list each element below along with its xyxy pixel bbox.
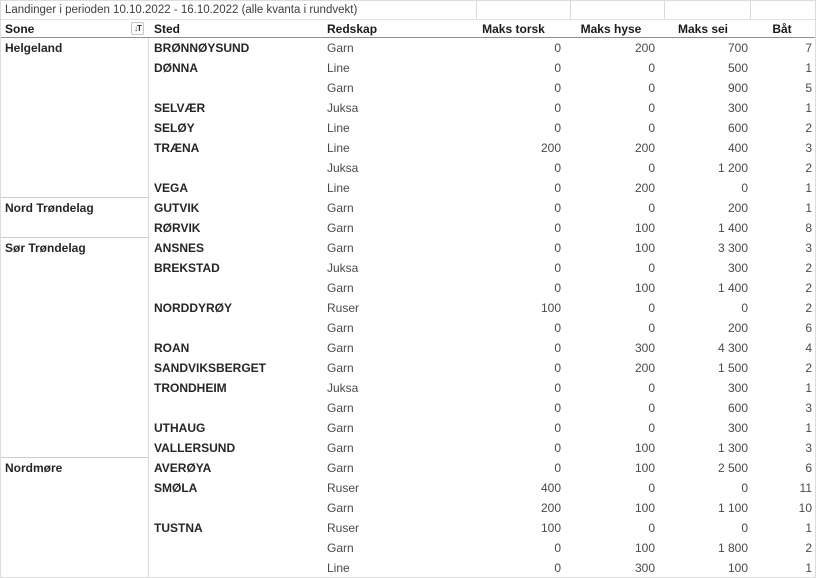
cell-sted[interactable]: DØNNA <box>154 61 198 75</box>
cell-maks_sei: 0 <box>741 521 748 535</box>
cell-bat: 8 <box>805 221 812 235</box>
cell-maks_torsk: 0 <box>554 81 561 95</box>
sort-indicator-icon[interactable]: ↓T <box>131 22 144 35</box>
cell-maks_torsk: 100 <box>540 521 561 535</box>
cell-redskap[interactable]: Ruser <box>327 301 360 315</box>
cell-bat: 1 <box>805 181 812 195</box>
cell-maks_torsk: 0 <box>554 561 561 575</box>
cell-maks_sei: 1 800 <box>717 541 748 555</box>
column-header-maks-sei[interactable]: Maks sei <box>677 21 729 36</box>
cell-maks_hyse: 0 <box>648 521 655 535</box>
column-header-maks-hyse[interactable]: Maks hyse <box>580 21 642 36</box>
cell-redskap[interactable]: Garn <box>327 421 354 435</box>
table-row <box>149 558 815 578</box>
cell-redskap[interactable]: Garn <box>327 341 354 355</box>
table-row <box>149 118 815 138</box>
cell-maks_sei: 100 <box>727 561 748 575</box>
table-row <box>149 498 815 518</box>
cell-sted[interactable] <box>149 318 327 338</box>
cell-sted[interactable]: UTHAUG <box>154 421 206 435</box>
cell-sted[interactable] <box>149 398 327 418</box>
cell-sted[interactable]: SELVÆR <box>154 101 206 115</box>
table-row <box>149 458 815 478</box>
column-header-sone-label: Sone <box>5 21 35 36</box>
cell-maks_torsk: 400 <box>540 481 561 495</box>
cell-maks_sei: 1 400 <box>717 281 748 295</box>
cell-redskap[interactable]: Ruser <box>327 481 360 495</box>
cell-bat: 2 <box>805 301 812 315</box>
table-row <box>149 58 815 78</box>
cell-bat: 3 <box>805 141 812 155</box>
table-row <box>149 338 815 358</box>
cell-maks_sei: 1 200 <box>717 161 748 175</box>
cell-maks_hyse: 0 <box>648 121 655 135</box>
cell-sted[interactable]: NORDDYRØY <box>154 301 233 315</box>
cell-bat: 3 <box>805 241 812 255</box>
table-row <box>149 158 815 178</box>
cell-redskap[interactable]: Garn <box>327 41 354 55</box>
cell-maks_torsk: 0 <box>554 541 561 555</box>
column-header-maks-torsk[interactable]: Maks torsk <box>482 21 545 36</box>
cell-maks_sei: 400 <box>727 141 748 155</box>
column-header-row <box>1 20 815 38</box>
cell-maks_hyse: 0 <box>648 261 655 275</box>
table-row <box>149 318 815 338</box>
cell-maks_hyse: 0 <box>648 81 655 95</box>
cell-maks_torsk: 0 <box>554 181 561 195</box>
cell-sted[interactable]: BRØNNØYSUND <box>154 41 250 55</box>
cell-maks_hyse: 300 <box>634 561 655 575</box>
column-header-sone[interactable] <box>1 22 149 36</box>
table-row <box>149 238 815 258</box>
cell-maks_torsk: 0 <box>554 321 561 335</box>
cell-maks_hyse: 200 <box>634 361 655 375</box>
sone-cell[interactable]: Nordmøre <box>5 461 63 475</box>
table-body <box>1 38 815 578</box>
cell-sted[interactable]: TRÆNA <box>154 141 200 155</box>
cell-maks_hyse: 0 <box>648 381 655 395</box>
column-header-redskap[interactable]: Redskap <box>327 21 378 36</box>
cell-maks_hyse: 100 <box>634 501 655 515</box>
table-row <box>149 378 815 398</box>
cell-redskap[interactable]: Garn <box>327 221 354 235</box>
cell-bat: 7 <box>805 41 812 55</box>
cell-bat: 1 <box>805 521 812 535</box>
cell-maks_hyse: 100 <box>634 541 655 555</box>
cell-maks_hyse: 200 <box>634 141 655 155</box>
cell-redskap[interactable]: Juksa <box>327 101 359 115</box>
cell-maks_sei: 300 <box>727 261 748 275</box>
cell-redskap[interactable]: Garn <box>327 201 354 215</box>
cell-sted[interactable] <box>149 498 327 518</box>
column-header-bat[interactable]: Båt <box>772 21 792 36</box>
rows-column <box>149 38 815 578</box>
cell-maks_sei: 200 <box>727 321 748 335</box>
table-row <box>149 258 815 278</box>
cell-sted[interactable]: VALLERSUND <box>154 441 236 455</box>
table-row <box>149 218 815 238</box>
cell-bat: 3 <box>805 441 812 455</box>
table-row <box>149 538 815 558</box>
cell-maks_torsk: 0 <box>554 361 561 375</box>
cell-maks_sei: 3 300 <box>717 241 748 255</box>
cell-maks_torsk: 0 <box>554 241 561 255</box>
cell-maks_hyse: 0 <box>648 301 655 315</box>
cell-bat: 1 <box>805 201 812 215</box>
cell-maks_sei: 0 <box>741 301 748 315</box>
table-title: Landinger i perioden 10.10.2022 - 16.10.2022 (alle kvanta i rundvekt) <box>5 4 358 16</box>
cell-redskap[interactable]: Juksa <box>327 261 359 275</box>
cell-maks_hyse: 300 <box>634 341 655 355</box>
table-row <box>149 138 815 158</box>
cell-sted[interactable]: AVERØYA <box>154 461 212 475</box>
cell-bat: 6 <box>805 321 812 335</box>
cell-maks_torsk: 0 <box>554 341 561 355</box>
table-row <box>149 198 815 218</box>
cell-maks_hyse: 100 <box>634 241 655 255</box>
table-row <box>149 38 815 58</box>
cell-maks_torsk: 0 <box>554 101 561 115</box>
cell-maks_hyse: 100 <box>634 221 655 235</box>
cell-maks_hyse: 100 <box>634 461 655 475</box>
cell-maks_sei: 2 500 <box>717 461 748 475</box>
cell-redskap[interactable]: Garn <box>327 81 354 95</box>
cell-maks_sei: 600 <box>727 121 748 135</box>
cell-maks_sei: 300 <box>727 381 748 395</box>
cell-sted[interactable]: SMØLA <box>154 481 198 495</box>
cell-bat: 6 <box>805 461 812 475</box>
cell-maks_sei: 700 <box>727 41 748 55</box>
table-row <box>149 98 815 118</box>
cell-maks_torsk: 0 <box>554 401 561 415</box>
table-title-row <box>1 1 815 20</box>
cell-maks_sei: 300 <box>727 101 748 115</box>
cell-maks_torsk: 0 <box>554 441 561 455</box>
cell-maks_hyse: 200 <box>634 181 655 195</box>
cell-maks_hyse: 0 <box>648 201 655 215</box>
cell-bat: 2 <box>805 161 812 175</box>
cell-maks_sei: 900 <box>727 81 748 95</box>
cell-maks_torsk: 0 <box>554 41 561 55</box>
cell-redskap[interactable]: Garn <box>327 321 354 335</box>
cell-sted[interactable] <box>149 158 327 178</box>
cell-redskap[interactable]: Line <box>327 61 350 75</box>
table-row <box>149 358 815 378</box>
cell-redskap[interactable]: Line <box>327 141 350 155</box>
cell-bat: 1 <box>805 381 812 395</box>
cell-sted[interactable]: RØRVIK <box>154 221 201 235</box>
cell-maks_torsk: 0 <box>554 221 561 235</box>
cell-maks_torsk: 0 <box>554 261 561 275</box>
title-spacer-cell <box>750 1 815 19</box>
cell-redskap[interactable]: Garn <box>327 441 354 455</box>
cell-bat: 2 <box>805 121 812 135</box>
cell-maks_hyse: 0 <box>648 321 655 335</box>
cell-bat: 2 <box>805 541 812 555</box>
cell-maks_hyse: 200 <box>634 41 655 55</box>
cell-bat: 2 <box>805 261 812 275</box>
cell-redskap[interactable]: Line <box>327 121 350 135</box>
cell-bat: 1 <box>805 61 812 75</box>
cell-redskap[interactable]: Juksa <box>327 381 359 395</box>
cell-maks_sei: 0 <box>741 181 748 195</box>
cell-redskap[interactable]: Garn <box>327 361 354 375</box>
cell-redskap[interactable]: Line <box>327 181 350 195</box>
title-spacer-cell <box>570 1 664 19</box>
cell-sted[interactable] <box>149 78 327 98</box>
cell-maks_torsk: 0 <box>554 281 561 295</box>
column-header-sted[interactable]: Sted <box>154 21 181 36</box>
cell-redskap[interactable]: Garn <box>327 501 354 515</box>
cell-sted[interactable]: TUSTNA <box>154 521 203 535</box>
cell-redskap[interactable]: Ruser <box>327 521 360 535</box>
cell-redskap[interactable]: Garn <box>327 241 354 255</box>
cell-maks_hyse: 0 <box>648 61 655 75</box>
cell-maks_torsk: 0 <box>554 161 561 175</box>
table-row <box>149 418 815 438</box>
cell-maks_sei: 4 300 <box>717 341 748 355</box>
cell-maks_sei: 500 <box>727 61 748 75</box>
cell-maks_sei: 0 <box>741 481 748 495</box>
cell-bat: 11 <box>799 481 812 495</box>
cell-sted[interactable] <box>149 558 327 578</box>
cell-bat: 10 <box>798 501 812 515</box>
cell-maks_torsk: 0 <box>554 381 561 395</box>
title-spacer-cell <box>476 1 570 19</box>
cell-redskap[interactable]: Garn <box>327 281 354 295</box>
cell-redskap[interactable]: Garn <box>327 541 354 555</box>
cell-redskap[interactable]: Juksa <box>327 161 359 175</box>
table-row <box>149 518 815 538</box>
cell-bat: 1 <box>805 421 812 435</box>
cell-bat: 2 <box>805 281 812 295</box>
cell-bat: 2 <box>805 361 812 375</box>
table-row <box>149 478 815 498</box>
table-row <box>149 78 815 98</box>
cell-bat: 3 <box>805 401 812 415</box>
cell-sted[interactable]: ROAN <box>154 341 190 355</box>
cell-bat: 1 <box>805 101 812 115</box>
cell-maks_torsk: 0 <box>554 461 561 475</box>
table-row <box>149 298 815 318</box>
cell-sted[interactable] <box>149 538 327 558</box>
cell-maks_hyse: 100 <box>634 441 655 455</box>
cell-redskap[interactable]: Garn <box>327 461 354 475</box>
cell-maks_torsk: 0 <box>554 121 561 135</box>
table-row <box>149 278 815 298</box>
cell-maks_hyse: 0 <box>648 161 655 175</box>
cell-maks_torsk: 0 <box>554 201 561 215</box>
sone-cell[interactable]: Sør Trøndelag <box>1 238 148 458</box>
cell-maks_sei: 300 <box>727 421 748 435</box>
cell-maks_sei: 1 100 <box>717 501 748 515</box>
cell-maks_sei: 1 400 <box>717 221 748 235</box>
cell-sted[interactable]: SELØY <box>154 121 195 135</box>
cell-maks_hyse: 0 <box>648 481 655 495</box>
table-row <box>149 398 815 418</box>
table-row <box>149 178 815 198</box>
cell-maks_torsk: 200 <box>540 501 561 515</box>
cell-redskap[interactable]: Line <box>327 561 350 575</box>
sone-cell[interactable]: Helgeland <box>1 38 148 198</box>
cell-maks_torsk: 0 <box>554 61 561 75</box>
cell-maks_hyse: 0 <box>648 421 655 435</box>
cell-maks_sei: 1 500 <box>717 361 748 375</box>
cell-sted[interactable]: TRONDHEIM <box>154 381 227 395</box>
cell-bat: 1 <box>805 561 812 575</box>
cell-maks_sei: 1 300 <box>717 441 748 455</box>
table-row <box>149 438 815 458</box>
cell-redskap[interactable]: Garn <box>327 401 354 415</box>
cell-bat: 5 <box>805 81 812 95</box>
cell-sted[interactable] <box>149 278 327 298</box>
sone-column <box>1 38 149 578</box>
cell-sted[interactable]: BREKSTAD <box>154 261 220 275</box>
cell-maks_torsk: 0 <box>554 421 561 435</box>
cell-maks_sei: 600 <box>727 401 748 415</box>
cell-maks_hyse: 0 <box>648 101 655 115</box>
cell-maks_sei: 200 <box>727 201 748 215</box>
cell-sted[interactable]: VEGA <box>154 181 189 195</box>
cell-bat: 4 <box>805 341 812 355</box>
cell-sted[interactable]: GUTVIK <box>154 201 200 215</box>
title-spacer-cell <box>664 1 750 19</box>
sone-cell[interactable]: Nord Trøndelag <box>1 198 148 238</box>
cell-maks_torsk: 200 <box>540 141 561 155</box>
cell-sted[interactable]: ANSNES <box>154 241 205 255</box>
cell-sted[interactable]: SANDVIKSBERGET <box>154 361 267 375</box>
cell-maks_hyse: 100 <box>634 281 655 295</box>
cell-maks_torsk: 100 <box>540 301 561 315</box>
cell-maks_hyse: 0 <box>648 401 655 415</box>
